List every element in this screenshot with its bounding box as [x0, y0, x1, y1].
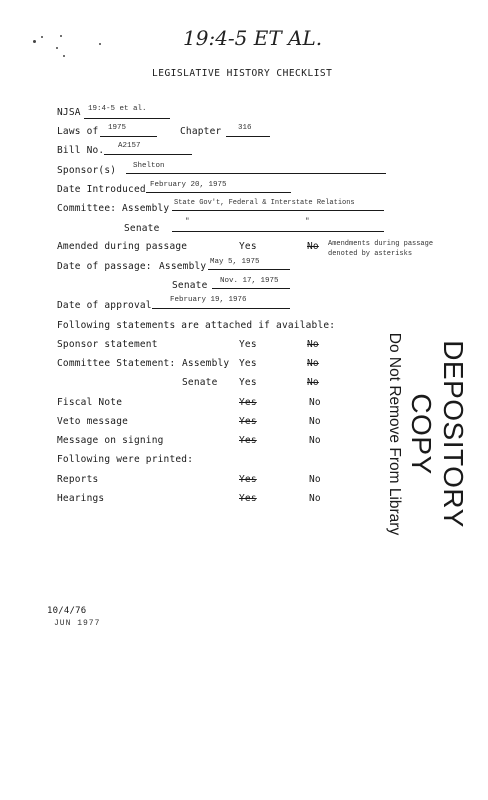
amended-label: Amended during passage: [57, 241, 188, 252]
page-title: LEGISLATIVE HISTORY CHECKLIST: [152, 68, 333, 79]
njsa-label: NJSA: [57, 107, 81, 118]
message-on-signing-yes: Yes: [239, 435, 257, 446]
committee-senate-label: Senate: [124, 223, 160, 234]
date-introduced-label: Date Introduced: [57, 184, 146, 195]
committee-statement-label: Committee Statement:: [57, 358, 176, 369]
veto-message-yes: Yes: [239, 416, 257, 427]
reports-label: Reports: [57, 474, 99, 485]
date-introduced-underline: [146, 192, 291, 193]
passage-senate-date: Nov. 17, 1975: [220, 277, 279, 285]
date-of-approval-label: Date of approval: [57, 300, 152, 311]
footer-date-1: 10/4/76: [47, 606, 87, 616]
sponsor-statement-label: Sponsor statement: [57, 339, 158, 350]
committee-statement-assembly-yes: Yes: [239, 358, 257, 369]
date-of-approval-value: February 19, 1976: [170, 296, 247, 304]
njsa-value: 19:4-5 et al.: [88, 105, 147, 113]
passage-assembly-underline: [208, 269, 290, 270]
sponsors-label: Sponsor(s): [57, 165, 117, 176]
chapter-label: Chapter: [180, 126, 222, 137]
hearings-yes: Yes: [239, 493, 257, 504]
stamp-line-do-not-remove: Do Not Remove From Library: [386, 332, 403, 536]
fiscal-note-label: Fiscal Note: [57, 397, 123, 408]
committee-assembly-value: State Gov't, Federal & Interstate Relations: [174, 199, 355, 207]
chapter-underline: [226, 136, 270, 137]
veto-message-label: Veto message: [57, 416, 129, 427]
committee-assembly-label: Assembly: [122, 203, 170, 214]
hearings-label: Hearings: [57, 493, 105, 504]
veto-message-no: No: [309, 416, 321, 427]
committee-statement-senate-yes: Yes: [239, 377, 257, 388]
depository-copy-stamp: [380, 323, 472, 545]
laws-of-label: Laws of: [57, 126, 99, 137]
fiscal-note-no: No: [309, 397, 321, 408]
committee-statement-assembly-no: No: [307, 358, 319, 369]
reports-no: No: [309, 474, 321, 485]
attached-heading: Following statements are attached if available:: [57, 320, 336, 331]
handwritten-statute-number: 19:4-5 ET AL.: [183, 26, 323, 50]
committee-assembly-underline: [172, 210, 384, 211]
sponsors-value: Shelton: [133, 162, 165, 170]
committee-statement-senate-no: No: [307, 377, 319, 388]
amended-note-line-2: denoted by asterisks: [328, 250, 413, 258]
sponsors-underline: [126, 173, 386, 174]
message-on-signing-label: Message on signing: [57, 435, 164, 446]
passage-assembly-label: Assembly: [159, 261, 207, 272]
bill-no-label: Bill No.: [57, 145, 105, 156]
passage-senate-underline: [212, 288, 290, 289]
amended-yes: Yes: [239, 241, 257, 252]
reports-yes: Yes: [239, 474, 257, 485]
committee-statement-assembly-label: Assembly: [182, 358, 230, 369]
committee-statement-senate-label: Senate: [182, 377, 218, 388]
bill-no-value: A2157: [118, 142, 141, 150]
passage-senate-label: Senate: [172, 280, 208, 291]
printed-heading: Following were printed:: [57, 454, 194, 465]
committee-senate-value-2: ": [305, 218, 310, 226]
amended-no: No: [307, 241, 319, 252]
date-of-passage-label: Date of passage:: [57, 261, 152, 272]
footer-date-2: JUN 1977: [54, 619, 101, 628]
amended-note-line-1: Amendments during passage: [328, 240, 434, 248]
bill-no-underline: [104, 154, 192, 155]
committee-senate-value-1: ": [185, 218, 190, 226]
date-introduced-value: February 20, 1975: [150, 181, 227, 189]
committee-senate-underline: [172, 231, 384, 232]
njsa-underline: [84, 118, 170, 119]
message-on-signing-no: No: [309, 435, 321, 446]
hearings-no: No: [309, 493, 321, 504]
laws-of-value: 1975: [108, 124, 127, 132]
sponsor-statement-yes: Yes: [239, 339, 257, 350]
chapter-value: 316: [238, 124, 252, 132]
laws-of-underline: [100, 136, 157, 137]
fiscal-note-yes: Yes: [239, 397, 257, 408]
committee-label: Committee:: [57, 203, 117, 214]
stamp-line-depository-copy: DEPOSITORY COPY: [406, 340, 469, 528]
passage-assembly-date: May 5, 1975: [210, 258, 260, 266]
sponsor-statement-no: No: [307, 339, 319, 350]
date-of-approval-underline: [152, 308, 290, 309]
